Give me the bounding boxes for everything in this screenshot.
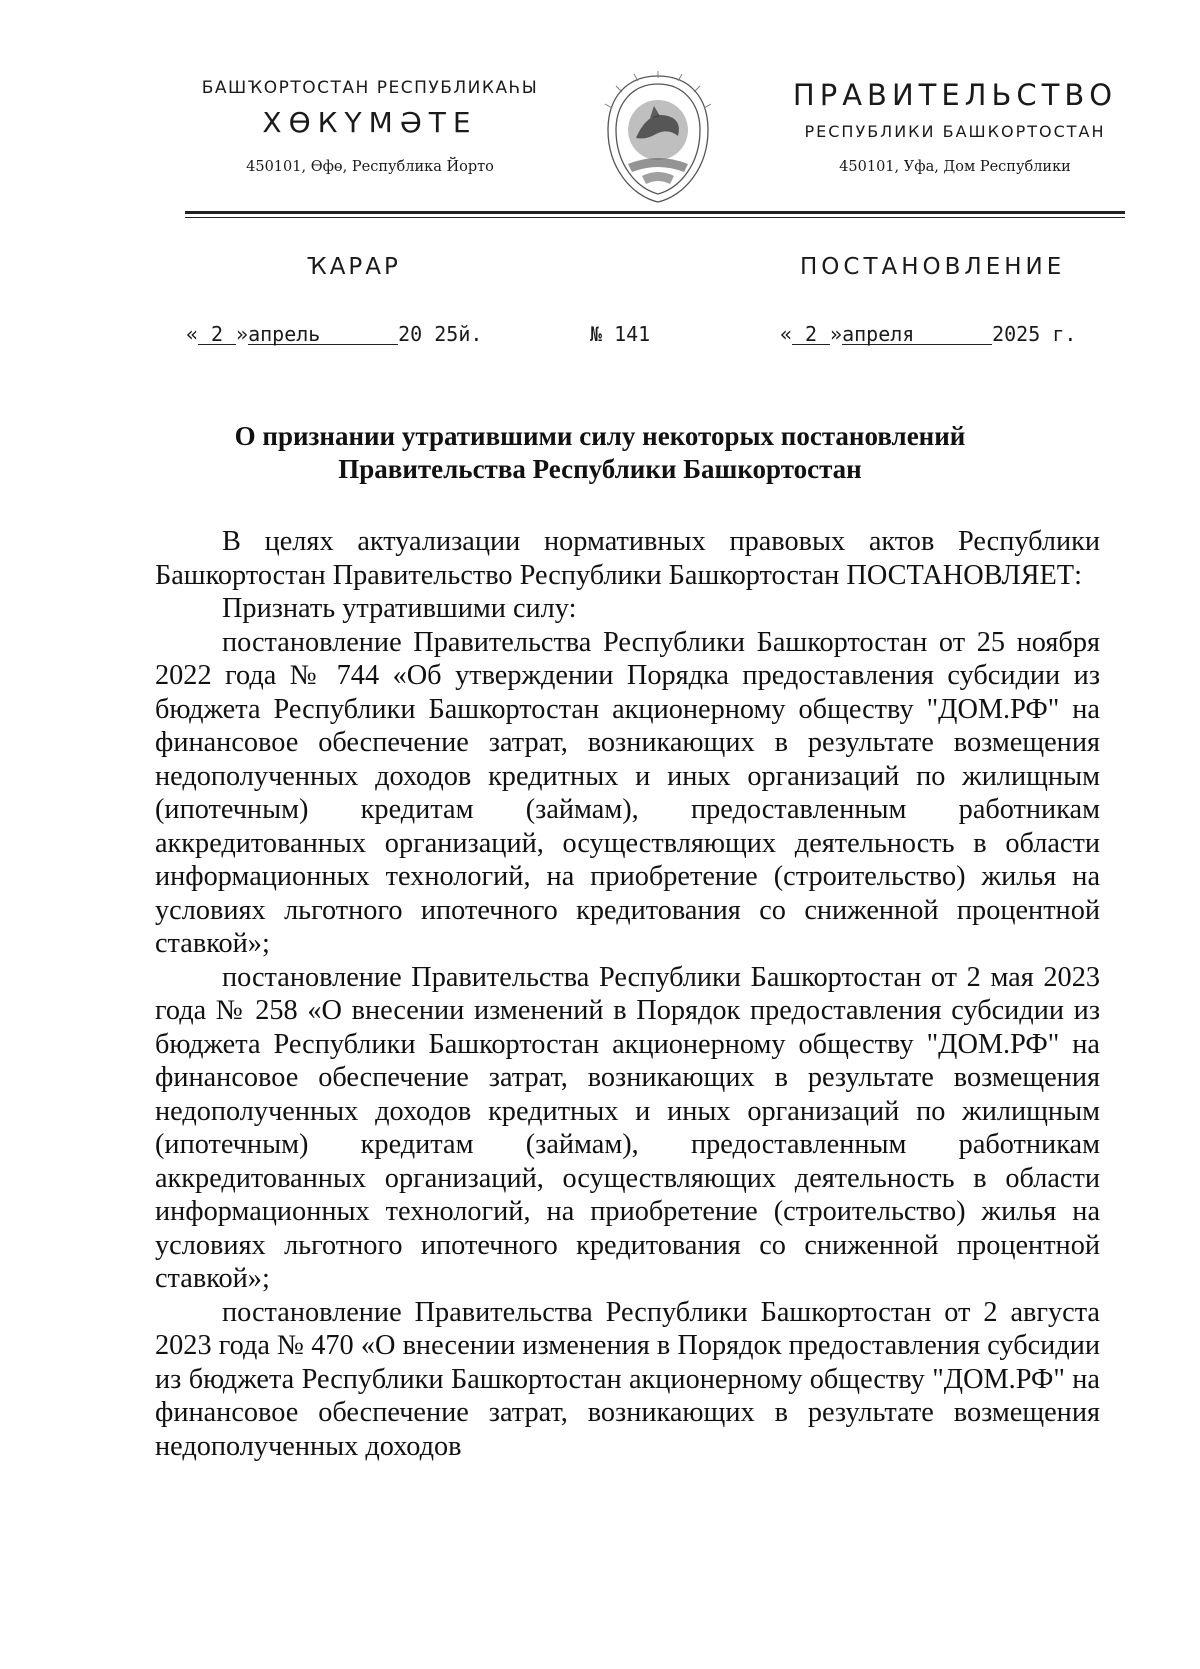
paragraph: постановление Правительства Республики Башкортостан от 2 мая 2023 года № 258 «О внесении изменений в Порядок предоставления субсидии из бюджета Республики Башкортостан акционерному обществу "ДОМ.РФ" на финансовое обеспечение затрат, возникающих в результате возмещения недополученных доходов кредитных и иных организаций по жилищным (ипотечным) кредитам (займам), предоставленным работникам аккредитованных организаций, осуществляющих деятельность в области информационных технологий, на приобретение (строительство) жилья на условиях льготного ипотечного кредитования со сниженной процентной ставкой»; xyxy=(155,961,1100,1294)
paragraph: постановление Правительства Республики Башкортостан от 2 августа 2023 года № 470 «О внесении изменения в Порядок предоставления субсидии из бюджета Республики Башкортостан акционерному обществу "ДОМ.РФ" на финансовое обеспечение затрат, возникающих в результате возмещения недополученных доходов xyxy=(155,1296,1100,1462)
date-right-year-suffix: г. xyxy=(1052,322,1077,346)
header-right-republic: РЕСПУБЛИКИ БАШКОРТОСТАН xyxy=(804,122,1106,141)
document-body xyxy=(155,525,1100,1463)
document-title-line-2: Правительства Республики Башкортостан xyxy=(338,454,862,484)
document-number xyxy=(590,322,650,346)
date-right-close-quote: » xyxy=(830,322,843,346)
header-left-address: 450101, Өфө, Республика Йорто xyxy=(246,159,494,175)
coat-of-arms-icon xyxy=(598,68,718,208)
date-left-year-prefix: 20 xyxy=(398,322,423,346)
header-left xyxy=(160,78,580,175)
header-right xyxy=(770,78,1140,175)
date-left-month: апрель xyxy=(248,324,398,345)
date-right xyxy=(780,322,1076,346)
date-right-day: 2 xyxy=(792,324,830,345)
date-right-year: 2025 xyxy=(992,322,1041,346)
paragraph: В целях актуализации нормативных правовых актов Республики Башкортостан Правительство Республики Башкортостан ПОСТАНОВЛЯЕТ: xyxy=(155,526,1100,591)
header-right-address: 450101, Уфа, Дом Республики xyxy=(839,159,1071,175)
header-divider-thin xyxy=(185,217,1125,218)
header-right-government: ПРАВИТЕЛЬСТВО xyxy=(792,78,1118,112)
document-title-line-1: О признании утратившими силу некоторых постановлений xyxy=(234,421,966,451)
date-right-month: апреля xyxy=(842,324,992,345)
header-left-government: ХӨКҮМӘТЕ xyxy=(262,106,478,139)
document-number-label: № xyxy=(590,322,603,346)
date-left-open-quote: « xyxy=(186,322,199,346)
paragraph: Признать утратившими силу: xyxy=(222,593,577,624)
header-divider-thick xyxy=(185,211,1125,214)
doc-type-russian: ПОСТАНОВЛЕНИЕ xyxy=(800,254,1066,280)
document-title xyxy=(150,420,1050,486)
date-left xyxy=(186,322,482,346)
paragraph: постановление Правительства Республики Башкортостан от 25 ноября 2022 года № 744 «Об утверждении Порядка предоставления субсидии из бюджета Республики Башкортостан акционерному обществу "ДОМ.РФ" на финансовое обеспечение затрат, возникающих в результате возмещения недополученных доходов кредитных и иных организаций по жилищным (ипотечным) кредитам (займам), предоставленным работникам аккредитованных организаций, осуществляющих деятельность в области информационных технологий, на приобретение (строительство) жилья на условиях льготного ипотечного кредитования со сниженной процентной ставкой»; xyxy=(155,626,1100,959)
date-left-close-quote: » xyxy=(236,322,249,346)
header-left-republic: БАШҠОРТОСТАН РЕСПУБЛИКАҺЫ xyxy=(201,78,539,98)
date-right-open-quote: « xyxy=(780,322,793,346)
date-left-year-suffix: 25й. xyxy=(434,322,483,346)
doc-type-bashkir: ҠАРАР xyxy=(307,254,401,280)
document-number-value: 141 xyxy=(614,322,651,346)
date-left-day: 2 xyxy=(198,324,236,345)
